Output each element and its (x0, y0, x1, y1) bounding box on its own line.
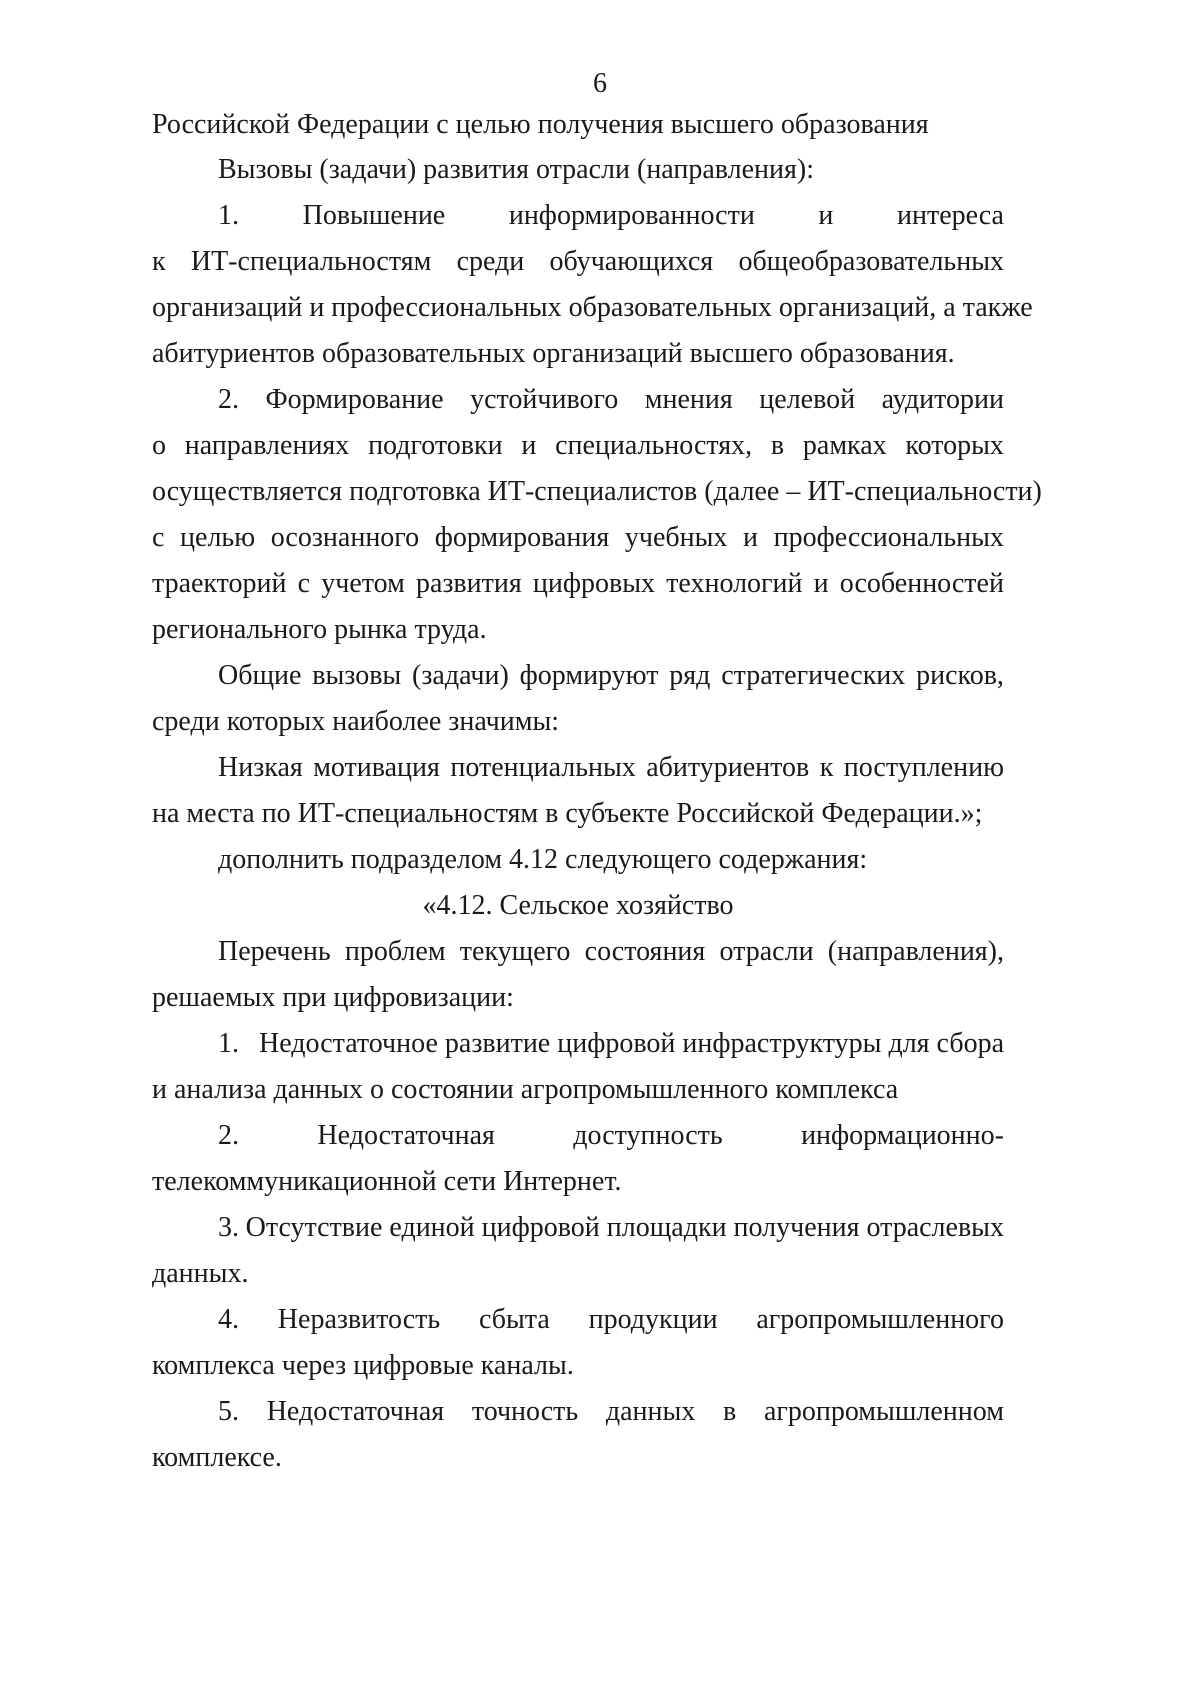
text-line: на места по ИТ-специальностям в субъекте Российской Федерации.»; (152, 798, 983, 829)
word: цифровых (532, 568, 656, 599)
list-number: 1. (218, 1028, 239, 1059)
word: вызовы (312, 660, 402, 691)
list-number: 4. (218, 1304, 239, 1335)
page-number: 6 (593, 68, 607, 99)
text-line: и анализа данных о состоянии агропромышленного комплекса (152, 1074, 899, 1105)
text-line: Вызовы (задачи) развития отрасли (направления): (218, 154, 814, 185)
text-line: решаемых при цифровизации: (152, 982, 514, 1013)
word: формируют (519, 660, 659, 691)
word: к (819, 752, 834, 783)
word: траекторий (152, 568, 287, 599)
word: поступлению (843, 752, 1004, 783)
word: ряд (669, 660, 711, 691)
list-number: 5. (218, 1396, 239, 1427)
word: Низкая (218, 752, 303, 783)
text-line (152, 521, 1004, 555)
word: потенциальных (450, 752, 636, 783)
word: точность (471, 1396, 579, 1427)
word: интереса (896, 200, 1004, 231)
word: мотивация (313, 752, 440, 783)
text-line (218, 1027, 1004, 1061)
word: и (813, 568, 829, 599)
text-line (218, 1303, 1004, 1337)
text-line (218, 1211, 1004, 1245)
word: аудитории (881, 384, 1004, 415)
text-line (218, 383, 1004, 417)
text-line (218, 1119, 1004, 1153)
word: с (297, 568, 311, 599)
word: продукции (588, 1304, 718, 1335)
word: состояния (584, 936, 706, 967)
word: рамках (802, 430, 887, 461)
text-line (218, 1395, 1004, 1429)
word: в (723, 1396, 737, 1427)
word: Отсутствие единой цифровой площадки получения отраслевых (245, 1212, 1004, 1243)
word: и (743, 522, 759, 553)
word: сбыта (478, 1304, 550, 1335)
word: Перечень (218, 936, 331, 967)
text-line: абитуриентов образовательных организаций высшего образования. (152, 338, 955, 369)
text-line: организаций и профессиональных образовательных организаций, а также (152, 292, 1033, 323)
text-line: регионального рынка труда. (152, 614, 487, 645)
word: профессиональных (773, 522, 1004, 553)
word: подготовки (368, 430, 503, 461)
text-line: данных. (152, 1258, 249, 1289)
word: устойчивого (470, 384, 619, 415)
list-number: 1. (218, 200, 239, 231)
text-line: комплексе. (152, 1442, 282, 1473)
word: целевой (759, 384, 856, 415)
list-number: 2. (218, 384, 239, 415)
list-number: 3. (218, 1212, 239, 1243)
word: формирования (434, 522, 610, 553)
word: стратегических (721, 660, 906, 691)
word: осознанного (270, 522, 420, 553)
word: направлениях (184, 430, 350, 461)
word: целью (180, 522, 256, 553)
word: агропромышленном (763, 1396, 1004, 1427)
word: (задачи) (412, 660, 509, 691)
word: о (152, 430, 166, 461)
word: с (152, 522, 165, 553)
word: Недостаточное развитие цифровой инфраструктуры для сбора (258, 1028, 1004, 1059)
word: специальностях, (555, 430, 753, 461)
word: агропромышленного (756, 1304, 1004, 1335)
word: информированности (508, 200, 755, 231)
word: Недостаточная (317, 1120, 495, 1151)
word: абитуриентов (646, 752, 810, 783)
word: технологий (666, 568, 803, 599)
word: Неразвитость (277, 1304, 441, 1335)
word: обучающихся (549, 246, 714, 277)
word: учетом (321, 568, 405, 599)
word: среди (456, 246, 525, 277)
word: проблем (344, 936, 446, 967)
list-number: 2. (218, 1120, 239, 1151)
text-line: Российской Федерации с целью получения высшего образования (152, 109, 929, 140)
word: развития (415, 568, 522, 599)
word: рисков, (916, 660, 1004, 691)
word: мнения (644, 384, 733, 415)
text-line (218, 659, 1004, 693)
word: к (152, 246, 166, 277)
text-line: среди которых наиболее значимы: (152, 706, 560, 737)
word: Недостаточная (266, 1396, 445, 1427)
section-heading: «4.12. Сельское хозяйство (422, 890, 734, 921)
word: учебных (624, 522, 728, 553)
text-line (218, 199, 1004, 233)
word: Повышение (302, 200, 446, 231)
text-line (152, 429, 1004, 463)
word: отрасли (719, 936, 814, 967)
word: Формирование (265, 384, 444, 415)
word: особенностей (839, 568, 1004, 599)
word: доступность (573, 1120, 723, 1151)
word: ИТ-специальностям (190, 246, 432, 277)
word: общеобразовательных (738, 246, 1004, 277)
text-line: телекоммуникационной сети Интернет. (152, 1166, 622, 1197)
word: (направления), (827, 936, 1004, 967)
text-line: дополнить подразделом 4.12 следующего содержания: (218, 844, 868, 875)
word: Общие (218, 660, 302, 691)
text-line (152, 245, 1004, 279)
text-line: комплекса через цифровые каналы. (152, 1350, 574, 1381)
word: в (770, 430, 785, 461)
word: текущего (459, 936, 571, 967)
text-line: осуществляется подготовка ИТ-специалистов (далее – ИТ-специальности) (152, 476, 1042, 507)
text-line (218, 751, 1004, 785)
word: которых (905, 430, 1004, 461)
text-line (152, 567, 1004, 601)
word: и (818, 200, 834, 231)
text-line (218, 935, 1004, 969)
word: данных (605, 1396, 696, 1427)
word: информационно- (801, 1120, 1004, 1151)
word: и (521, 430, 537, 461)
